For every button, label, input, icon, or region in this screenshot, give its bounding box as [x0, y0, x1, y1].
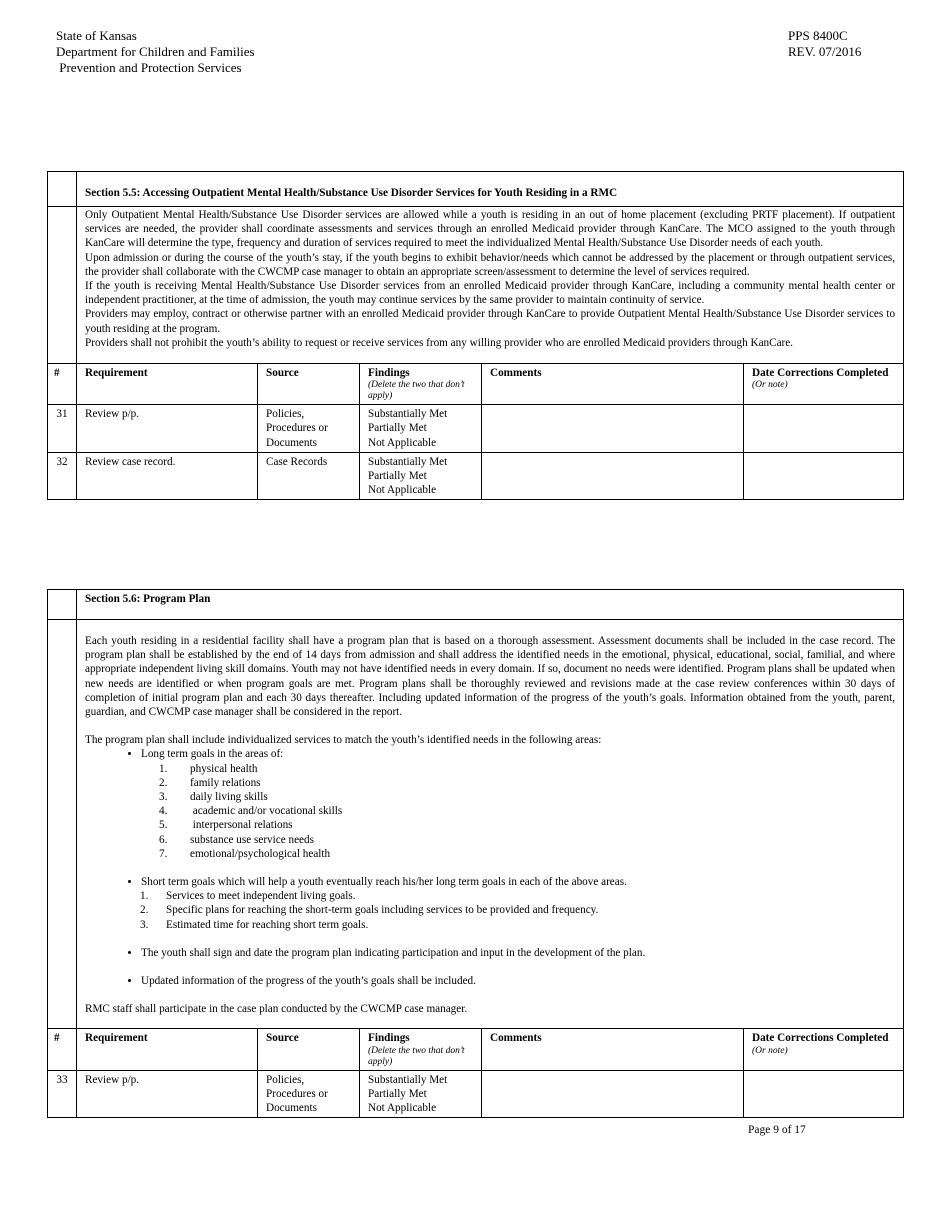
finding-option: Partially Met [368, 1087, 427, 1100]
list-item-number: 2. [140, 904, 149, 917]
list-item [159, 804, 895, 818]
list-item [159, 762, 895, 776]
list-item-text: family relations [190, 776, 261, 789]
s56-column-header-row [48, 1029, 904, 1070]
row-findings[interactable] [360, 405, 482, 453]
header-state: State of Kansas [56, 28, 137, 43]
s56-paragraph-2: The program plan shall include individualized services to match the youth’s identified needs in the following areas: [85, 734, 602, 747]
findings-label: Findings [368, 367, 410, 380]
col-source-header: Source [258, 1029, 360, 1070]
list-item-number: 4. [159, 805, 168, 818]
row-comments[interactable] [482, 405, 744, 453]
col-findings-header [360, 1029, 482, 1070]
list-item [159, 790, 895, 804]
short-term-goals-label: Short term goals which will help a youth eventually reach his/her long term goals in each of the above areas. [141, 876, 627, 889]
list-item-number: 3. [140, 918, 149, 931]
table-row [48, 1070, 904, 1118]
row-comments[interactable] [482, 452, 744, 500]
s55-column-header-row [48, 364, 904, 405]
row-requirement: Review case record. [77, 452, 258, 500]
updated-info-list [85, 974, 895, 988]
list-item-text: Estimated time for reaching short term goals. [166, 918, 369, 931]
short-term-goals-list [85, 875, 895, 889]
page-number: Page 9 of 17 [748, 1124, 806, 1136]
s56-closing: RMC staff shall participate in the case plan conducted by the CWCMP case manager. [85, 1003, 468, 1016]
row-date-corrections[interactable] [744, 405, 904, 453]
col-date-header [744, 364, 904, 405]
section-5-5-title-rest: : Accessing Outpatient Mental Health/Substance Use Disorder Services for Youth Residing in a RMC [136, 187, 618, 199]
updated-info-bullet [141, 974, 895, 988]
col-source-header: Source [258, 364, 360, 405]
section-5-6-body [77, 620, 904, 1029]
section-5-5-title [77, 172, 904, 207]
list-item-text: substance use service needs [190, 833, 314, 846]
long-term-goals-bullet [141, 747, 895, 761]
row-number: 31 [48, 405, 77, 453]
list-item-number: 1. [159, 762, 168, 775]
s55-paragraph-4: Providers may employ, contract or otherwise partner with an enrolled Medicaid provider through KanCare to provide Outpatient Mental Health/Substance Use Disorder services to youth residing at the program. [85, 308, 896, 335]
section-5-6-table [47, 589, 904, 1118]
list-item-text: academic and/or vocational skills [190, 805, 343, 818]
row-date-corrections[interactable] [744, 1070, 904, 1118]
section-5-5-title-prefix: Section 5.5 [85, 187, 137, 199]
list-item-number: 5. [159, 819, 168, 832]
row-comments[interactable] [482, 1070, 744, 1118]
finding-option: Substantially Met [368, 1073, 448, 1086]
date-label: Date Corrections Completed [752, 367, 889, 380]
list-item-number: 6. [159, 833, 168, 846]
short-term-goals-bullet [141, 875, 895, 889]
list-item-text: Services to meet independent living goals. [166, 890, 356, 903]
section-5-6-title: Section 5.6: Program Plan [77, 590, 904, 620]
sign-plan-list [85, 946, 895, 960]
table-row [48, 452, 904, 500]
list-item [140, 889, 895, 903]
sign-plan-text: The youth shall sign and date the program plan indicating participation and input in the development of the plan. [141, 946, 646, 959]
s55-paragraph-2: Upon admission or during the course of the youth’s stay, if the youth begins to exhibit behavior/needs which cannot be addressed by the placement or through outpatient services, the provider shall collaborate with the CWCMP case manager to obtain an appropriate screen/assessment to determine the level of services required. [85, 251, 896, 278]
finding-option: Substantially Met [368, 455, 448, 468]
row-requirement: Review p/p. [77, 1070, 258, 1118]
col-comments-header: Comments [482, 1029, 744, 1070]
s55-paragraph-3: If the youth is receiving Mental Health/Substance Use Disorder services from an enrolled Medicaid provider through KanCare, including a community mental health center or independent practitioner, at the time of admission, the youth may continue services by the same provider to maintain continuity of service. [85, 280, 896, 307]
list-item-number: 2. [159, 776, 168, 789]
table-row [48, 405, 904, 453]
finding-option: Partially Met [368, 422, 427, 435]
s55-paragraph-1: Only Outpatient Mental Health/Substance Use Disorder services are allowed while a youth is residing in an out of home placement (excluding PRTF placement). If outpatient services are needed, the provider shall coordinate assessments and services through an enrolled Medicaid provider through KanCare. The MCO assigned to the youth through KanCare will determine the type, frequency and duration of services required to meet the individualized Mental Health/Substance Use Disorder needs of each youth. [85, 209, 896, 250]
list-item-text: interpersonal relations [190, 819, 293, 832]
long-term-areas-list [85, 762, 895, 861]
list-item-number: 1. [140, 890, 149, 903]
list-item-text: physical health [190, 762, 258, 775]
row-date-corrections[interactable] [744, 452, 904, 500]
findings-note: (Delete the two that don’t apply) [368, 1045, 465, 1067]
section-5-5-spacer [48, 172, 77, 207]
section-5-5-body-spacer [48, 207, 77, 364]
finding-option: Not Applicable [368, 484, 437, 497]
date-note: (Or note) [752, 1045, 788, 1056]
list-item [140, 903, 895, 917]
long-term-goals-list [85, 747, 895, 761]
row-findings[interactable] [360, 452, 482, 500]
updated-info-text: Updated information of the progress of the youth’s goals shall be included. [141, 975, 476, 988]
col-requirement-header: Requirement [77, 364, 258, 405]
long-term-goals-label: Long term goals in the areas of: [141, 748, 284, 761]
col-date-header [744, 1029, 904, 1070]
list-item-number: 7. [159, 847, 168, 860]
s56-paragraph-1: Each youth residing in a residential facility shall have a program plan that is based on a thorough assessment. Assessment documents shall be included in the case record. The program plan shall be established by the end of 14 days from admission and shall address the identified needs in the emotional, physical, educational, social, familial, and where appropriate independent living skill domains. Youth may not have identified needs in every domain. If so, document no needs were identified. Program plans shall be updated when new needs are identified or when program goals are met. Program plans shall be thoroughly reviewed and revisions made at the case review conferences within 30 days of completion of initial program plan and each 30 days thereafter. Including updated information of the progress of the youth’s goals. Information obtained from the youth, parent, guardian, and CWCMP case manager shall be considered in the report. [85, 635, 896, 719]
revision-date: REV. 07/2016 [788, 44, 862, 59]
row-number: 33 [48, 1070, 77, 1118]
row-number: 32 [48, 452, 77, 500]
row-source: Policies, Procedures or Documents [258, 1070, 360, 1118]
row-findings[interactable] [360, 1070, 482, 1118]
row-requirement: Review p/p. [77, 405, 258, 453]
date-note: (Or note) [752, 380, 788, 391]
finding-option: Not Applicable [368, 1102, 437, 1115]
row-source: Policies, Procedures or Documents [258, 405, 360, 453]
header-right [788, 28, 861, 60]
header-department: Department for Children and Families [56, 44, 255, 59]
list-item [140, 918, 895, 932]
col-requirement-header: Requirement [77, 1029, 258, 1070]
section-5-5-body [77, 207, 904, 364]
finding-option: Partially Met [368, 470, 427, 483]
col-comments-header: Comments [482, 364, 744, 405]
s55-paragraph-5: Providers shall not prohibit the youth’s ability to request or receive services from any willing provider who are enrolled Medicaid providers through KanCare. [85, 336, 794, 349]
form-number: PPS 8400C [788, 28, 848, 43]
date-label: Date Corrections Completed [752, 1032, 889, 1045]
list-item [159, 847, 895, 861]
list-item [159, 833, 895, 847]
finding-option: Not Applicable [368, 436, 437, 449]
list-item [159, 818, 895, 832]
short-term-items-list [85, 889, 895, 932]
list-item-number: 3. [159, 791, 168, 804]
col-num-header: # [48, 364, 77, 405]
section-5-5-table [47, 171, 904, 500]
row-source: Case Records [258, 452, 360, 500]
header-left [56, 28, 255, 76]
list-item-text: emotional/psychological health [190, 847, 331, 860]
list-item-text: Specific plans for reaching the short-term goals including services to be provided and frequency. [166, 904, 599, 917]
list-item [159, 776, 895, 790]
sign-plan-bullet [141, 946, 895, 960]
findings-note: (Delete the two that don’t apply) [368, 380, 465, 402]
col-num-header: # [48, 1029, 77, 1070]
header-division: Prevention and Protection Services [56, 60, 242, 75]
findings-label: Findings [368, 1032, 410, 1045]
section-5-6-body-spacer [48, 620, 77, 1029]
list-item-text: daily living skills [190, 791, 268, 804]
col-findings-header [360, 364, 482, 405]
finding-option: Substantially Met [368, 408, 448, 421]
section-5-6-spacer [48, 590, 77, 620]
